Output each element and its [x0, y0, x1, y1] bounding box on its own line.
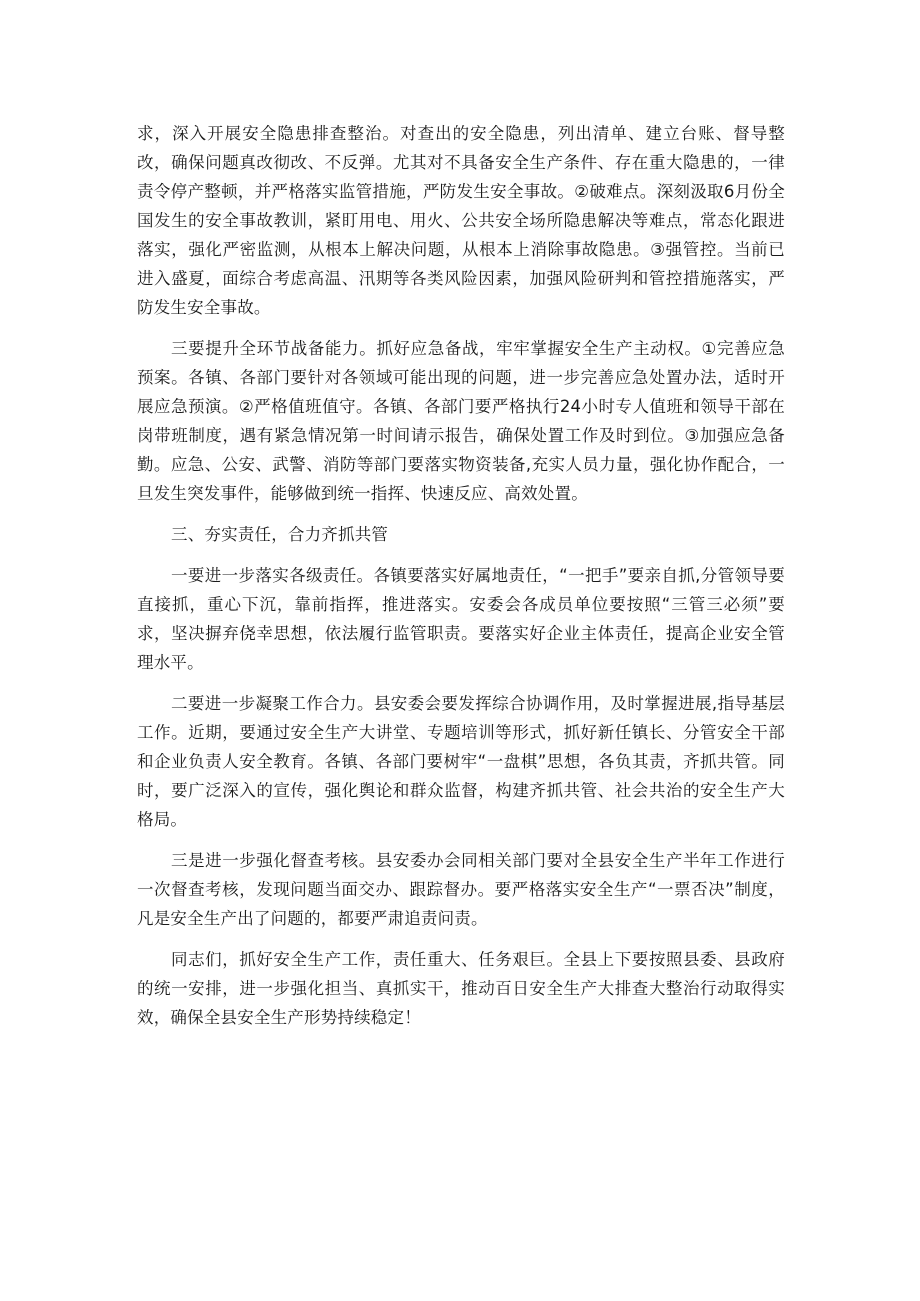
paragraph-closing: 同志们，抓好安全生产工作，责任重大、任务艰巨。全县上下要按照县委、县政府的统一安排，进一步强化担当、真抓实干，推动百日安全生产大排查大整治行动取得实效，确保全县安全生产形势持续稳定！ — [137, 950, 785, 1027]
paragraph-responsibility: 一要进一步落实各级责任。各镇要落实好属地责任，“一把手”要亲自抓,分管领导要直接抓，重心下沉，靠前指挥，推进落实。安委会各成员单位要按照“三管三必须”要求，坚决摒弃侥幸思想，依法履行监管职责。要落实好企业主体责任，提高企业安全管理水平。 — [137, 566, 785, 672]
paragraph-emergency-readiness: 三要提升全环节战备能力。抓好应急备战，牢牢掌握安全生产主动权。①完善应急预案。各镇、各部门要针对各领域可能出现的问题，进一步完善应急处置办法，适时开展应急预演。②严格值班值守。各镇、各部门要严格执行24小时专人值班和领导干部在岗带班制度，遇有紧急情况第一时间请示报告，确保处置工作及时到位。③加强应急备勤。应急、公安、武警、消防等部门要落实物资装备,充实人员力量，强化协作配合，一旦发生突发事件，能够做到统一指挥、快速反应、高效处置。 — [137, 339, 785, 503]
paragraph-supervision: 三是进一步强化督查考核。县安委办会同相关部门要对全县安全生产半年工作进行一次督查考核，发现问题当面交办、跟踪督办。要严格落实安全生产“一票否决”制度，凡是安全生产出了问题的，都要严肃追责问责。 — [137, 851, 785, 928]
document-body — [137, 119, 785, 1044]
paragraph-joint-effort: 二要进一步凝聚工作合力。县安委会要发挥综合协调作用，及时掌握进展,指导基层工作。近期，要通过安全生产大讲堂、专题培训等形式，抓好新任镇长、分管安全干部和企业负责人安全教育。各镇、各部门要树牢“一盘棋”思想，各负其责，齐抓共管。同时，要广泛深入的宣传，强化舆论和群众监督，构建齐抓共管、社会共治的安全生产大格局。 — [137, 694, 785, 829]
paragraph-continued: 求，深入开展安全隐患排查整治。对查出的安全隐患，列出清单、建立台账、督导整改，确保问题真改彻改、不反弹。尤其对不具备安全生产条件、存在重大隐患的，一律责令停产整顿，并严格落实监管措施，严防发生安全事故。②破难点。深刻汲取6月份全国发生的安全事故教训，紧盯用电、用火、公共安全场所隐患解决等难点，常态化跟进落实，强化严密监测，从根本上解决问题，从根本上消除事故隐患。③强管控。当前已进入盛夏，面综合考虑高温、汛期等各类风险因素，加强风险研判和管控措施落实，严防发生安全事故。 — [137, 124, 785, 317]
section-heading-responsibility: 三、夯实责任，合力齐抓共管 — [171, 525, 389, 544]
